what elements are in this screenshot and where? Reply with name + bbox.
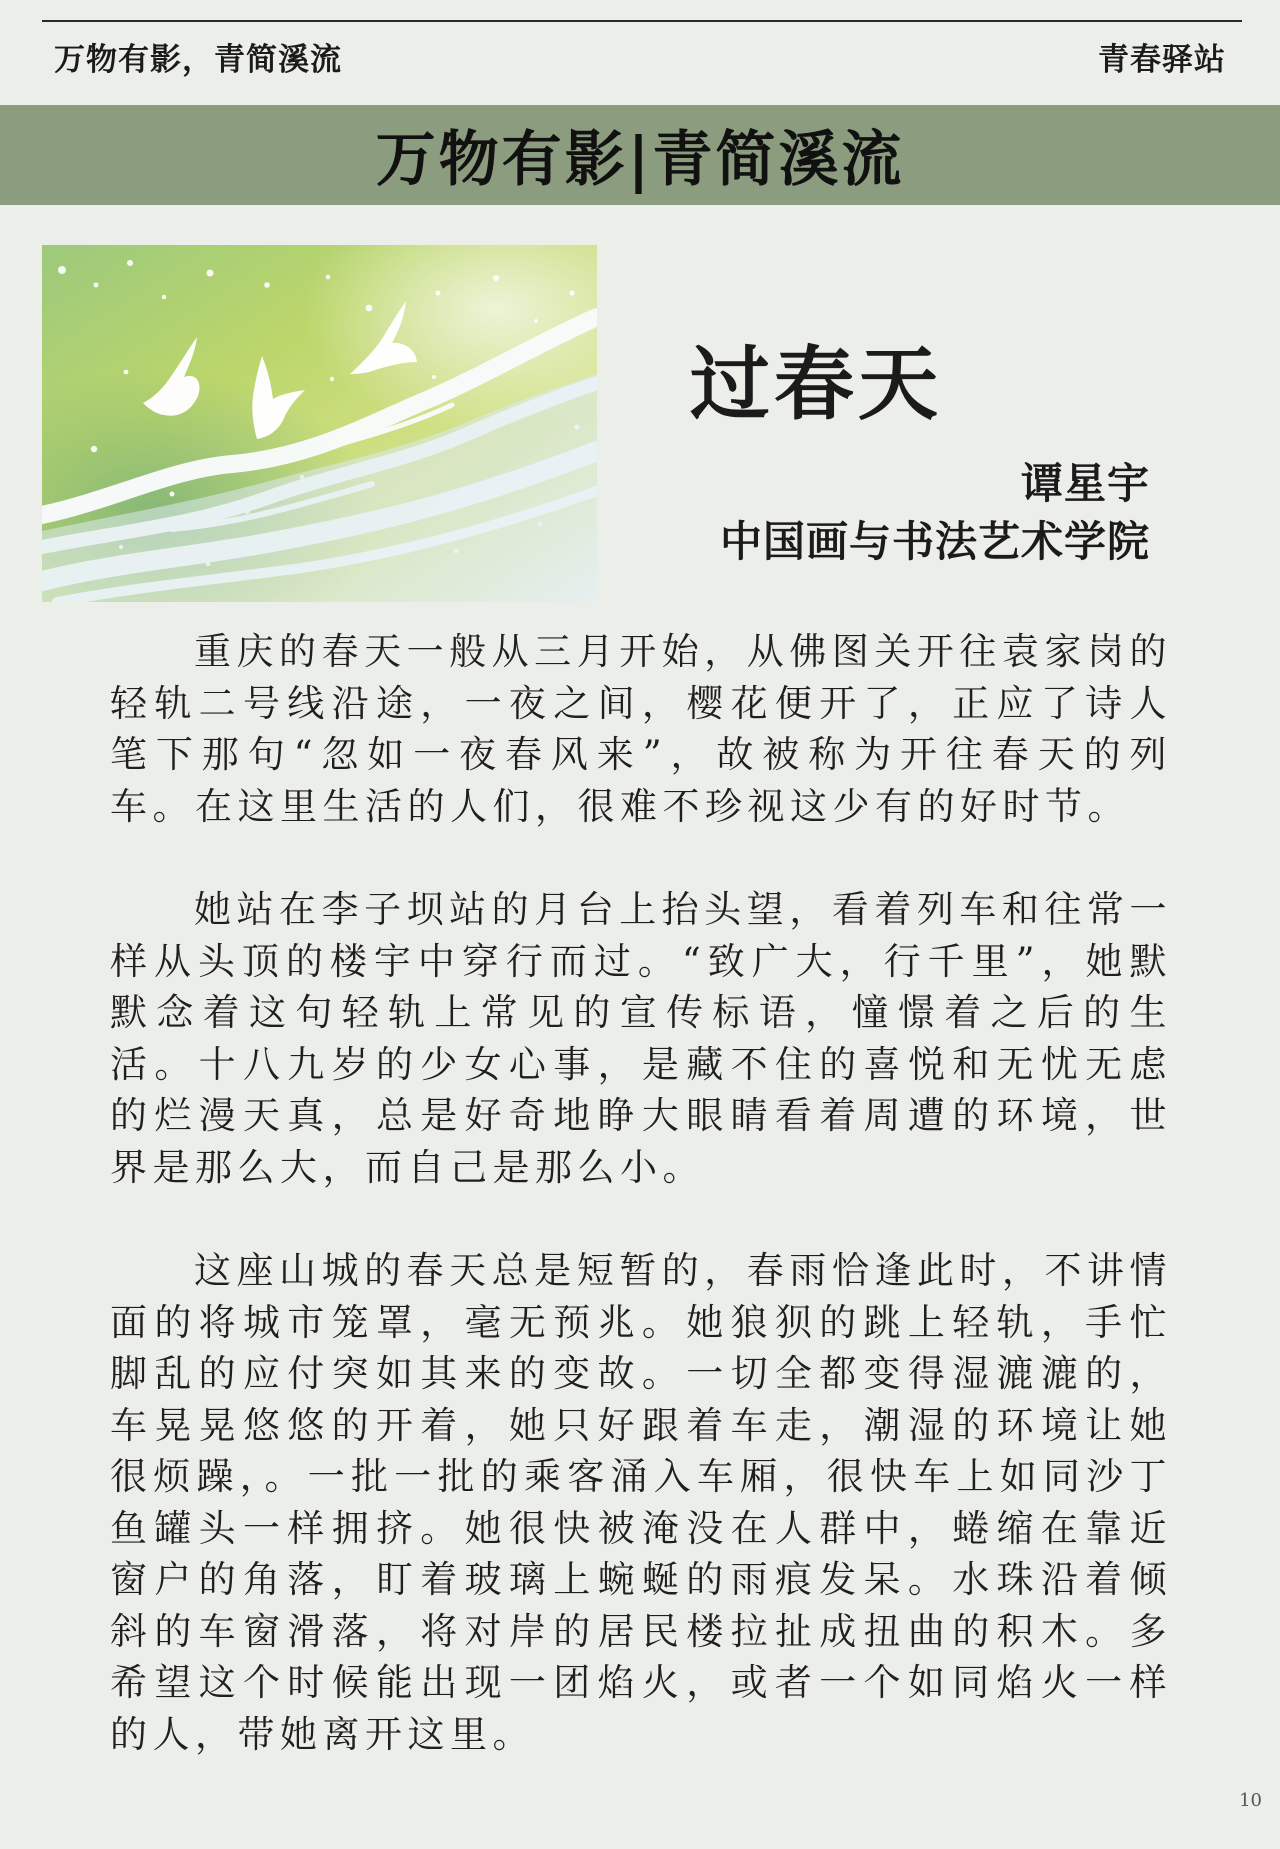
author-name: 谭星宇 [1020,459,1150,508]
section-banner [0,105,1280,205]
header-column-title: 万物有影，青简溪流 [54,42,342,78]
paragraph: 这座山城的春天总是短暂的，春雨恰逢此时，不讲情面的将城市笼罩，毫无预兆。她狼狈的跳上轻轨，手忙脚乱的应付突如其来的变故。一切全都变得湿漉漉的，车晃晃悠悠的开着，她只好跟着车走，潮湿的环境让她很烦躁，。一批一批的乘客涌入车厢，很快车上如同沙丁鱼罐头一样拥挤。她很快被淹没在人群中，蜷缩在靠近窗户的角落，盯着玻璃上蜿蜒的雨痕发呆。水珠沿着倾斜的车窗滑落，将对岸的居民楼拉扯成扭曲的积木。多希望这个时候能出现一团焰火，或者一个如同焰火一样的人，带她离开这里。 [110,1249,1172,1756]
birds-and-waves-image [42,245,597,602]
spring-illustration [42,245,597,602]
banner-title: 万物有影|青简溪流 [375,125,905,195]
paragraph: 她站在李子坝站的月台上抬头望，看着列车和往常一样从头顶的楼宇中穿行而过。“致广大，行千里”，她默默念着这句轻轨上常见的宣传标语，憧憬着之后的生活。十八九岁的少女心事，是藏不住的喜悦和无忧无虑的烂漫天真，总是好奇地睁大眼睛看着周遭的环境，世界是那么大，而自己是那么小。 [110,888,1172,1189]
byline [720,455,1150,571]
running-header [42,20,1242,92]
article-body [110,626,1172,1812]
paragraph: 重庆的春天一般从三月开始，从佛图关开往袁家岗的轻轨二号线沿途，一夜之间，樱花便开了，正应了诗人笔下那句“忽如一夜春风来”，故被称为开往春天的列车。在这里生活的人们，很难不珍视这少有的好时节。 [110,630,1172,828]
page-number: 10 [1239,1790,1262,1811]
article-title: 过春天 [690,337,942,431]
header-section-title: 青春驿站 [1098,42,1226,78]
author-affiliation: 中国画与书法艺术学院 [719,517,1150,566]
